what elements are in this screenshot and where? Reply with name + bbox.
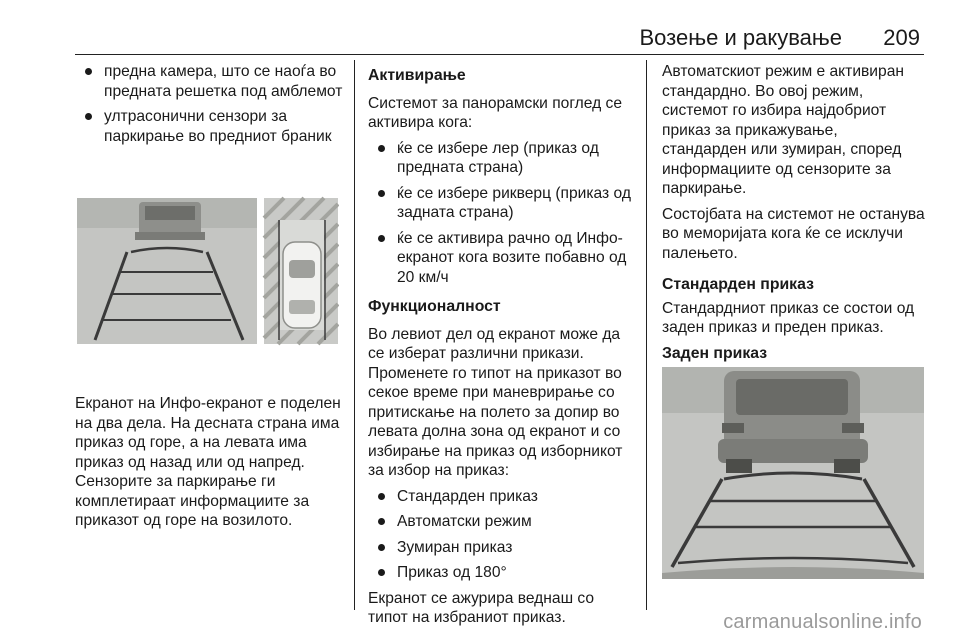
heading-functionality: Функционалност bbox=[368, 298, 501, 315]
list-item: ултрасонични сензори за паркирање во предниот браник bbox=[75, 107, 345, 146]
list-item: предна камера, што се наоѓа во предната решетка под амблемот bbox=[75, 62, 345, 101]
column-3 bbox=[662, 62, 926, 579]
split-view-description: Екранот на Инфо-екранот е поделен на два дела. На десната страна има приказ од горе, а на левата има приказ од назад или од напред. Сензорите за паркирање ги комплетираат информациите за приказот од горе на возилото. bbox=[75, 395, 341, 529]
page-header bbox=[0, 0, 960, 56]
list-item: ќе се избере лер (приказ од предната страна) bbox=[368, 139, 638, 178]
heading-activation: Активирање bbox=[368, 67, 466, 84]
watermark: carmanualsonline.info bbox=[723, 611, 922, 633]
list-item: ќе се избере рикверц (приказ од задната страна) bbox=[368, 184, 638, 223]
list-item: ќе се активира рачно од Инфо-екранот кога возите побавно од 20 км/ч bbox=[368, 229, 638, 288]
rear-camera-image bbox=[662, 367, 924, 579]
list-item: Приказ од 180° bbox=[368, 563, 638, 583]
header-rule bbox=[75, 54, 924, 55]
split-view-image bbox=[75, 160, 339, 378]
list-item: Автоматски режим bbox=[368, 512, 638, 532]
column-divider-1 bbox=[354, 60, 355, 610]
heading-rear-view: Заден приказ bbox=[662, 344, 768, 362]
camera-components-list bbox=[75, 62, 345, 146]
column-2 bbox=[368, 62, 638, 634]
memory-paragraph: Состојбата на системот не останува во меморијата кога ќе се исклучи палењето. bbox=[662, 205, 925, 262]
view-types-list bbox=[368, 487, 638, 583]
standard-view-paragraph: Стандардниот приказ се состои од заден приказ и преден приказ. bbox=[662, 299, 915, 336]
activation-list bbox=[368, 139, 638, 288]
column-divider-2 bbox=[646, 60, 647, 610]
page-number: 209 bbox=[883, 25, 920, 50]
info-display-illustration bbox=[75, 160, 339, 378]
chapter-title: Возење и ракување bbox=[639, 25, 842, 50]
functionality-paragraph: Во левиот дел од екранот може да се изберат различни прикази. Променете го типот на приказот во секое време при маневрирање со притискање на полето за допир во левата долна зона од екранот и со избирање на приказ од изборникот за избор на приказ: bbox=[368, 325, 623, 479]
list-item: Стандарден приказ bbox=[368, 487, 638, 507]
heading-standard-view: Стандарден приказ bbox=[662, 276, 814, 293]
column-1 bbox=[75, 62, 345, 537]
list-item: Зумиран приказ bbox=[368, 538, 638, 558]
rear-view-illustration bbox=[662, 367, 924, 579]
closing-paragraph: Екранот се ажурира веднаш со типот на избраниот приказ. bbox=[368, 589, 595, 626]
activation-intro: Системот за панорамски поглед се активира кога: bbox=[368, 94, 623, 131]
auto-mode-paragraph: Автоматскиот режим е активиран стандардно. Во овој режим, системот го избира најдобриот приказ за прикажување, стандарден или зумиран, според информациите од сензорите за паркирање. bbox=[662, 63, 904, 197]
